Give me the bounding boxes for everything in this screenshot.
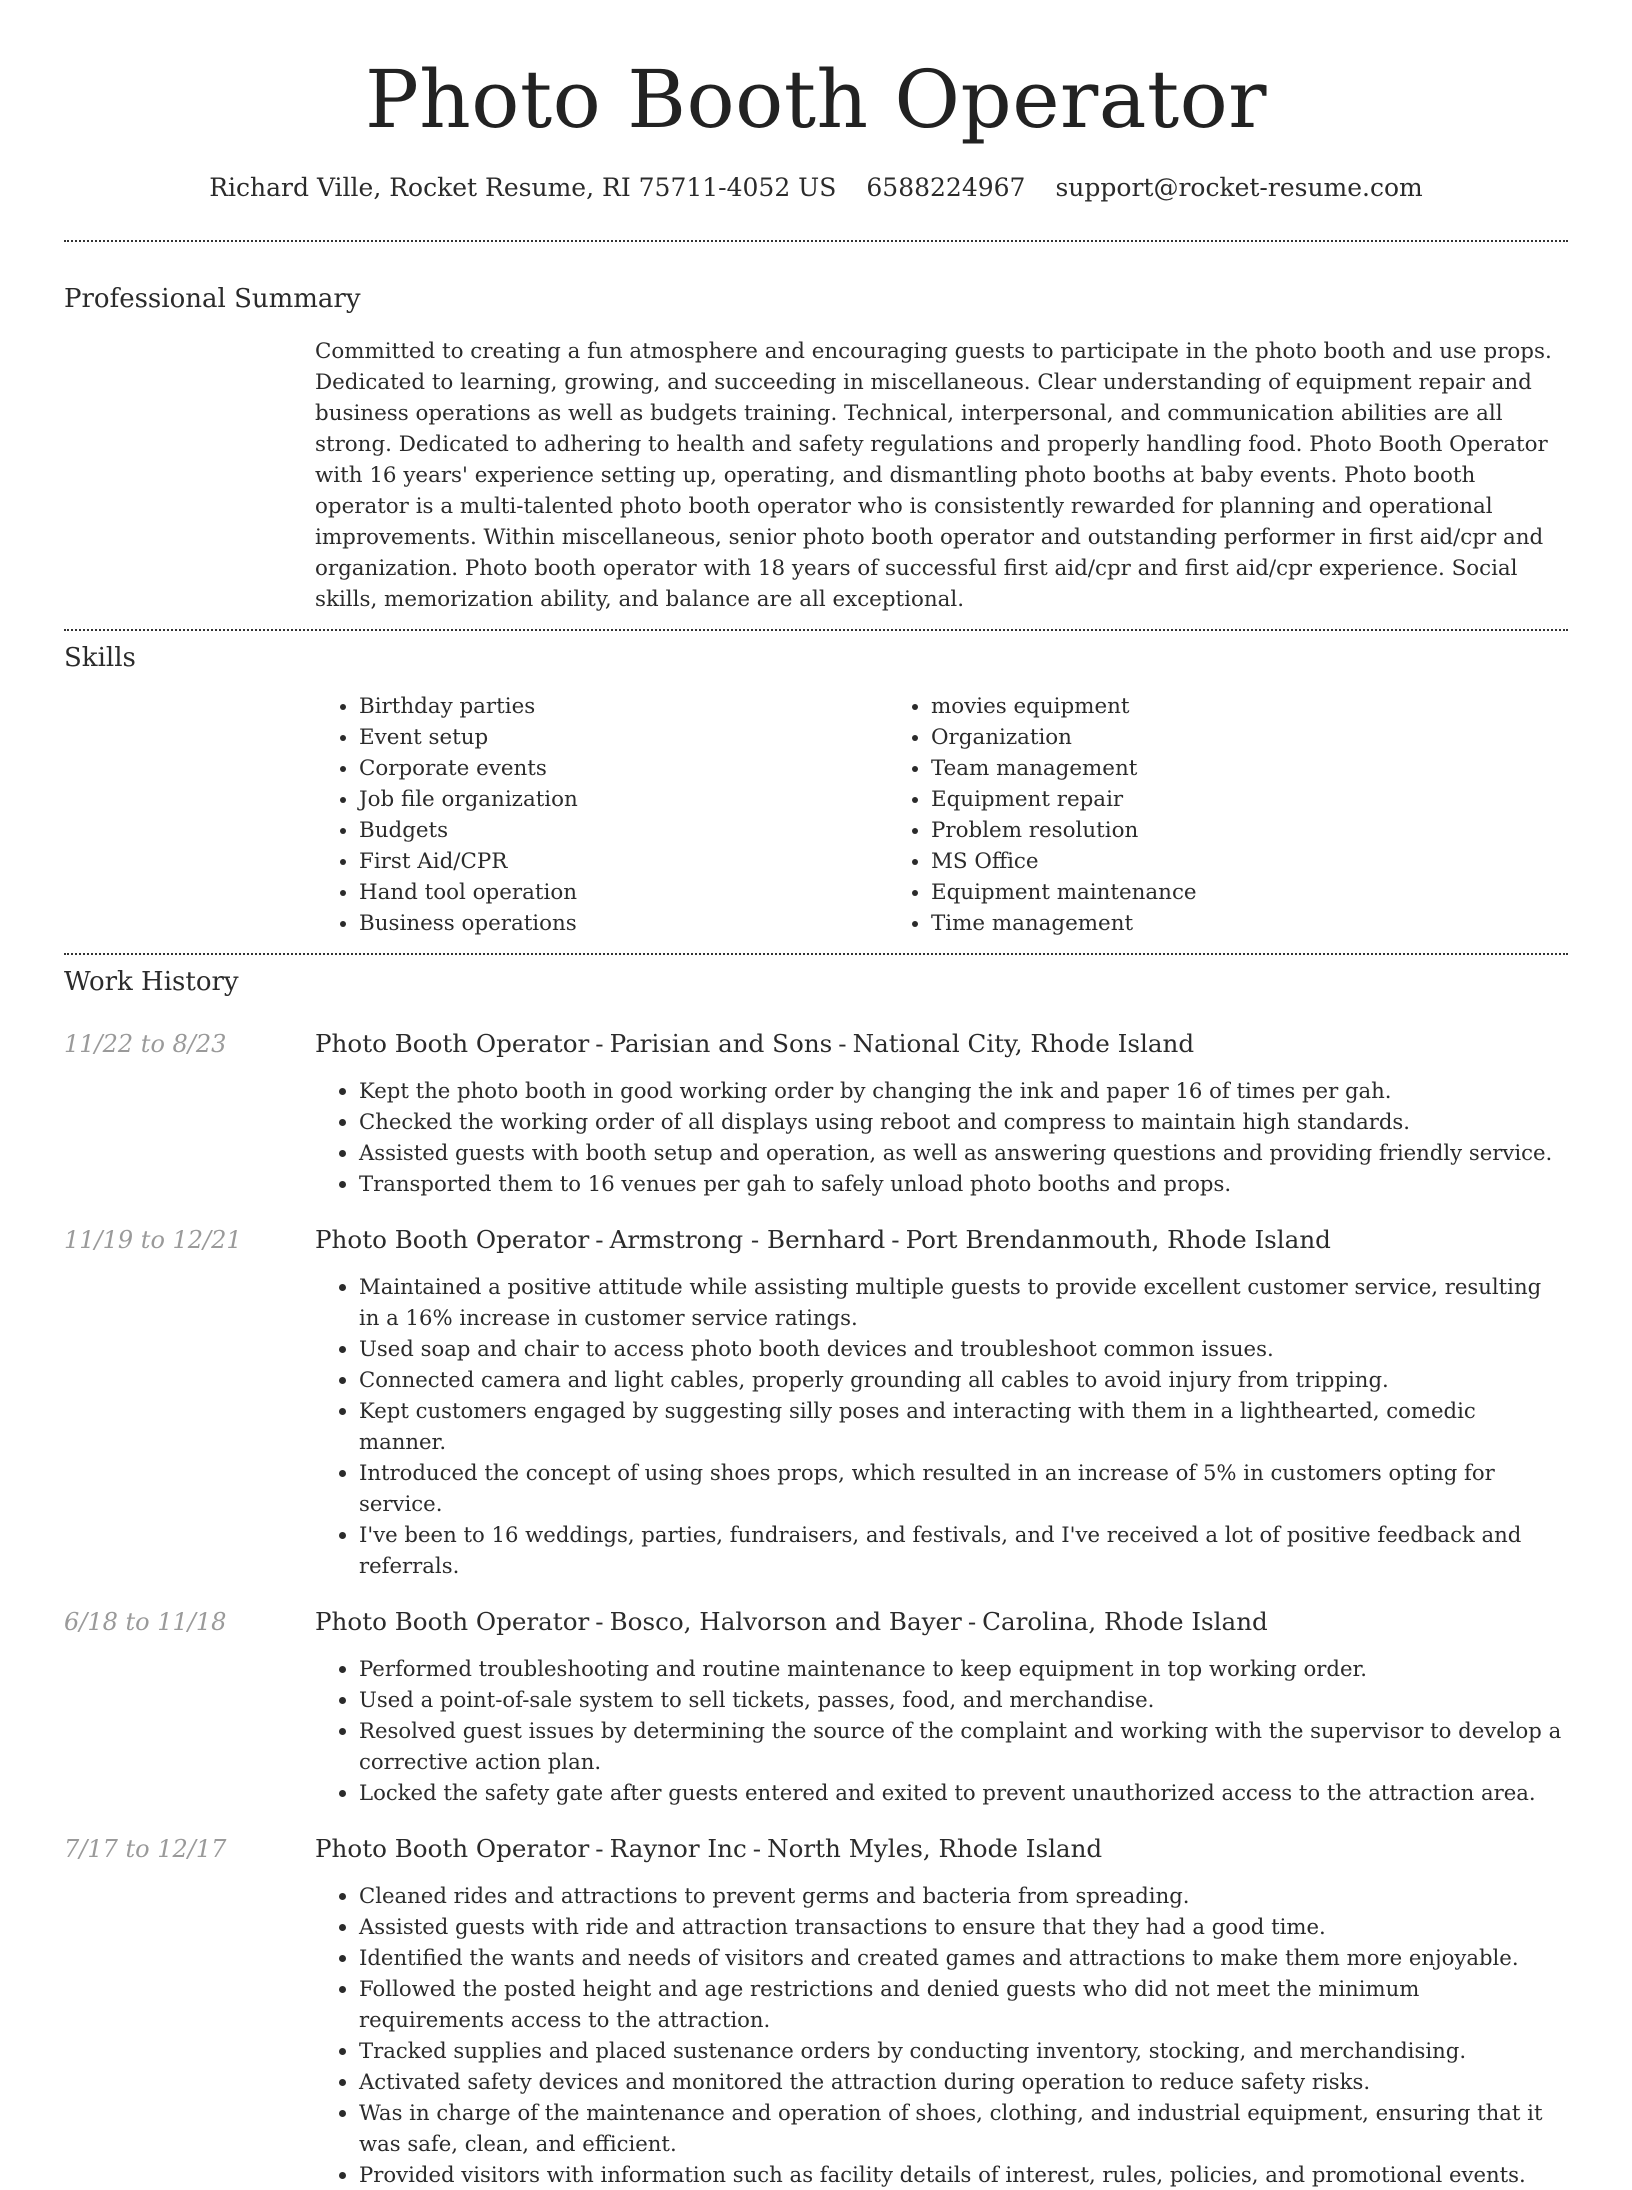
skills-section-title: Skills (64, 643, 136, 673)
skill-item: • Budgets (359, 815, 887, 846)
job-location: North Myles, Rhode Island (767, 1834, 1103, 1863)
skill-item: • Job file organization (359, 784, 887, 815)
job-dates: 11/22 to 8/23 (64, 1030, 227, 1058)
skill-item: • Team management (931, 753, 1459, 784)
job-bullet: • Used a point-of-sale system to sell tickets, passes, food, and merchandise. (359, 1684, 1568, 1715)
job-bullet: • Used soap and chair to access photo booth devices and troubleshoot common issues. (359, 1333, 1568, 1364)
summary-section-title: Professional Summary (64, 284, 361, 314)
job-dates: 6/18 to 11/18 (64, 1608, 227, 1636)
heading-separator: - (752, 1834, 762, 1863)
job-heading (315, 1027, 1568, 1061)
skill-item: • Organization (931, 722, 1459, 753)
job-dates: 7/17 to 12/17 (64, 1835, 227, 1863)
skills-column-left (315, 691, 887, 939)
job-location: Carolina, Rhode Island (982, 1607, 1268, 1636)
heading-separator: - (595, 1834, 604, 1863)
job-bullet: • Assisted guests with booth setup and operation, as well as answering questions and providing friendly service. (359, 1137, 1568, 1168)
skill-item: • Event setup (359, 722, 887, 753)
job-bullet: • Provided visitors with information such as facility details of interest, rules, policies, and promotional events. (359, 2159, 1568, 2190)
job-company: Raynor Inc (609, 1834, 747, 1863)
job-title: Photo Booth Operator (315, 1834, 590, 1863)
resume-header (64, 0, 1568, 204)
contact-phone: 6588224967 (866, 173, 1026, 202)
job-location: Port Brendanmouth, Rhode Island (905, 1225, 1331, 1254)
job-bullets (315, 1880, 1568, 2190)
contact-email: support@rocket-resume.com (1055, 173, 1423, 202)
skills-column-right (887, 691, 1459, 939)
job-bullets (315, 1653, 1568, 1808)
job-body (315, 1605, 1568, 1808)
job-heading (315, 1832, 1568, 1866)
job-heading (315, 1223, 1568, 1257)
job-title: Photo Booth Operator (315, 1225, 590, 1254)
section-divider (64, 240, 1568, 242)
job-bullet: • Cleaned rides and attractions to prevent germs and bacteria from spreading. (359, 1880, 1568, 1911)
contact-line (64, 172, 1568, 204)
job-bullets (315, 1271, 1568, 1581)
job-bullet: • Identified the wants and needs of visitors and created games and attractions to make them more enjoyable. (359, 1942, 1568, 1973)
job-entry (64, 1223, 1568, 1581)
job-entry (64, 1832, 1568, 2190)
resume-name: Photo Booth Operator (364, 53, 1268, 146)
job-bullet: • Performed troubleshooting and routine maintenance to keep equipment in top working order. (359, 1653, 1568, 1684)
job-bullet: • Resolved guest issues by determining the source of the complaint and working with the supervisor to develop a corrective action plan. (359, 1715, 1568, 1777)
job-bullet: • Followed the posted height and age restrictions and denied guests who did not meet the minimum requirements access to the attraction. (359, 1973, 1568, 2035)
skill-item: • Problem resolution (931, 815, 1459, 846)
heading-separator: - (595, 1607, 604, 1636)
job-bullets (315, 1075, 1568, 1199)
section-divider (64, 629, 1568, 631)
job-bullet: • Introduced the concept of using shoes props, which resulted in an increase of 5% in customers opting for service. (359, 1457, 1568, 1519)
job-bullet: • I've been to 16 weddings, parties, fundraisers, and festivals, and I've received a lot of positive feedback and referrals. (359, 1519, 1568, 1581)
summary-text: Committed to creating a fun atmosphere and encouraging guests to participate in the photo booth and use props. Dedicated to learning, growing, and succeeding in miscellaneous. Clear understanding of equipment repair and business operations as well as budgets training. Technical, interpersonal, and communication abilities are all strong. Dedicated to adhering to health and safety regulations and properly handling food. Photo Booth Operator with 16 years' experience setting up, operating, and dismantling photo booths at baby events. Photo booth operator is a multi-talented photo booth operator who is consistently rewarded for planning and operational improvements. Within miscellaneous, senior photo booth operator and outstanding performer in first aid/cpr and organization. Photo booth operator with 18 years of successful first aid/cpr and first aid/cpr experience. Social skills, memorization ability, and balance are all exceptional. (315, 339, 1552, 612)
skills-list (315, 691, 1568, 939)
skill-item: • Equipment maintenance (931, 877, 1459, 908)
work-history-section-title: Work History (64, 967, 239, 997)
skill-item: • First Aid/CPR (359, 846, 887, 877)
contact-address: Richard Ville, Rocket Resume, RI 75711-4052 US (209, 173, 837, 202)
job-bullet: • Checked the working order of all displays using reboot and compress to maintain high standards. (359, 1106, 1568, 1137)
job-bullet: • Kept customers engaged by suggesting silly poses and interacting with them in a lighthearted, comedic manner. (359, 1395, 1568, 1457)
job-company: Armstrong - Bernhard (609, 1225, 886, 1254)
job-bullet: • Connected camera and light cables, properly grounding all cables to avoid injury from tripping. (359, 1364, 1568, 1395)
job-entry (64, 1027, 1568, 1199)
job-location: National City, Rhode Island (852, 1029, 1195, 1058)
job-bullet: • Locked the safety gate after guests entered and exited to prevent unauthorized access to the attraction area. (359, 1777, 1568, 1808)
job-company: Parisian and Sons (609, 1029, 833, 1058)
job-bullet: • Activated safety devices and monitored the attraction during operation to reduce safety risks. (359, 2066, 1568, 2097)
job-entry (64, 1605, 1568, 1808)
job-title: Photo Booth Operator (315, 1029, 590, 1058)
skill-item: • Equipment repair (931, 784, 1459, 815)
job-body (315, 1223, 1568, 1581)
skill-item: • Business operations (359, 908, 887, 939)
job-bullet: • Was in charge of the maintenance and operation of shoes, clothing, and industrial equipment, ensuring that it was safe, clean, and efficient. (359, 2097, 1568, 2159)
job-bullet: • Maintained a positive attitude while assisting multiple guests to provide excellent customer service, resulting in a 16% increase in customer service ratings. (359, 1271, 1568, 1333)
heading-separator: - (891, 1225, 900, 1254)
job-bullet: • Transported them to 16 venues per gah to safely unload photo booths and props. (359, 1168, 1568, 1199)
heading-separator: - (595, 1029, 604, 1058)
heading-separator: - (967, 1607, 977, 1636)
heading-separator: - (838, 1029, 847, 1058)
job-title: Photo Booth Operator (315, 1607, 590, 1636)
job-dates: 11/19 to 12/21 (64, 1226, 242, 1254)
skill-item: • Corporate events (359, 753, 887, 784)
job-bullet: • Tracked supplies and placed sustenance orders by conducting inventory, stocking, and merchandising. (359, 2035, 1568, 2066)
job-bullet: • Kept the photo booth in good working order by changing the ink and paper 16 of times per gah. (359, 1075, 1568, 1106)
job-body (315, 1832, 1568, 2190)
job-body (315, 1027, 1568, 1199)
skill-item: • Birthday parties (359, 691, 887, 722)
skill-item: • Time management (931, 908, 1459, 939)
work-history-list (64, 1027, 1568, 2190)
skill-item: • Hand tool operation (359, 877, 887, 908)
section-divider (64, 953, 1568, 955)
skill-item: • MS Office (931, 846, 1459, 877)
job-company: Bosco, Halvorson and Bayer (609, 1607, 962, 1636)
heading-separator: - (595, 1225, 604, 1254)
job-heading (315, 1605, 1568, 1639)
job-bullet: • Assisted guests with ride and attraction transactions to ensure that they had a good time. (359, 1911, 1568, 1942)
skill-item: • movies equipment (931, 691, 1459, 722)
